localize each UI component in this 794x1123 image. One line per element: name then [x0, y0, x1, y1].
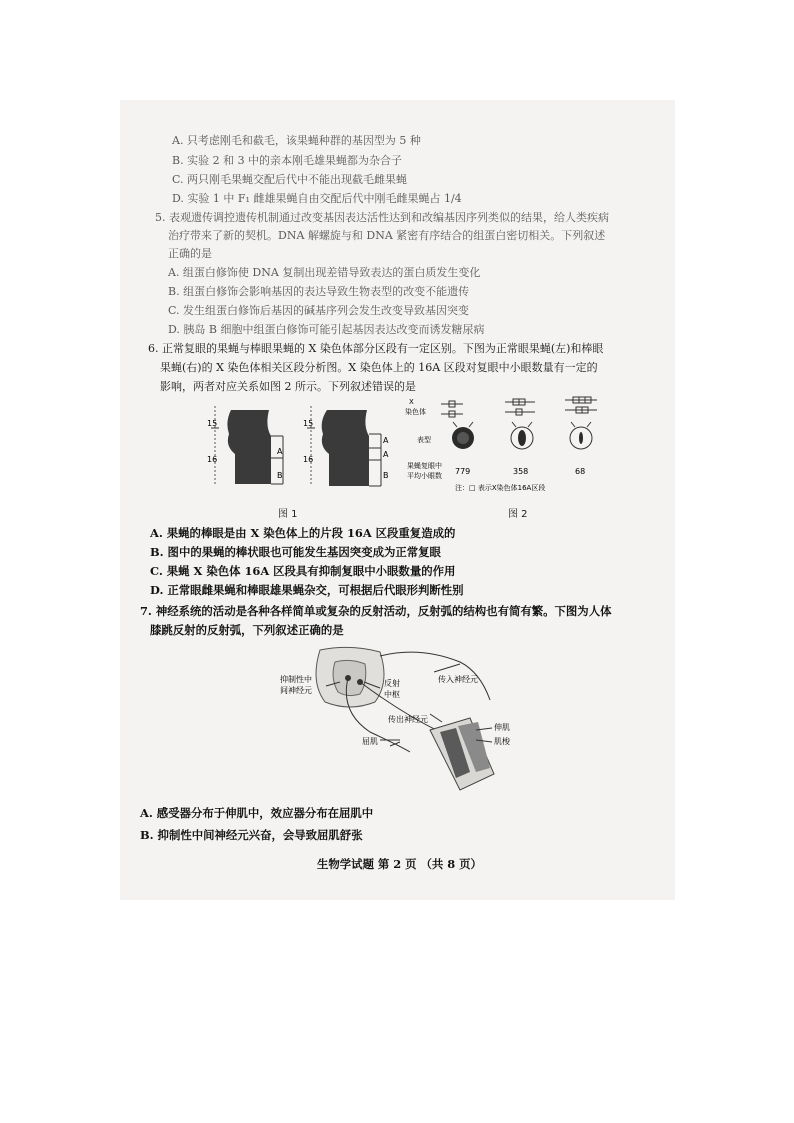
fig2-chromosome-label: 染色体	[405, 408, 426, 416]
q5-option-c: C. 发生组蛋白修饰后基因的碱基序列会发生改变导致基因突变	[168, 304, 470, 317]
fig1-left-a: A	[277, 447, 283, 456]
q5-stem-line-3: 正确的是	[168, 247, 212, 260]
fig2-count-1: 779	[455, 467, 471, 476]
q6-option-c: C. 果蝇 X 染色体 16A 区段具有抑制复眼中小眼数量的作用	[150, 564, 456, 578]
fig1-left-b: B	[277, 471, 283, 480]
q6-option-b: B. 图中的果蝇的棒状眼也可能发生基因突变成为正常复眼	[150, 545, 441, 559]
bar-eye-chromosome	[307, 406, 381, 486]
fig1-right-a2: A	[383, 450, 389, 459]
q6-stem-line-2: 果蝇(右)的 X 染色体相关区段分析图。X 染色体上的 16A 区段对复眼中小眼数量有一定的	[160, 361, 598, 374]
q7-option-b: B. 抑制性中间神经元兴奋，会导致屈肌舒张	[140, 828, 363, 842]
flexor-label: 屈肌	[362, 737, 378, 746]
fig2-count-2: 358	[513, 467, 529, 476]
fig1-right-15: 15	[303, 419, 314, 428]
fly-head-double-bar-eye	[570, 422, 592, 449]
afferent-neuron-label: 传入神经元	[438, 675, 478, 684]
q6-option-d: D. 正常眼雌果蝇和棒眼雄果蝇杂交，可根据后代眼形判断性别	[150, 583, 464, 597]
q7-option-a: A. 感受器分布于伸肌中，效应器分布在屈肌中	[140, 806, 374, 820]
q7-stem-line-2: 膝跳反射的反射弧，下列叙述正确的是	[150, 623, 344, 637]
fig2-eye-label-1: 果蝇复眼中	[407, 462, 442, 470]
normal-chromosome	[211, 406, 283, 484]
spinal-cord	[316, 647, 384, 707]
q6-stem-line-1: 6. 正常复眼的果蝇与棒眼果蝇的 X 染色体部分区段有一定区别。下图为正常眼果蝇(左)和棒眼	[148, 342, 604, 355]
fig2-note: 注：□ 表示X染色体16A区段	[455, 484, 546, 492]
extensor-label-1: 伸肌	[494, 723, 510, 732]
q6-stem-line-3: 影响，两者对应关系如图 2 所示。下列叙述错误的是	[160, 380, 416, 393]
reflex-center-label-2: 中枢	[384, 690, 400, 699]
efferent-neuron-label: 传出神经元	[388, 715, 428, 724]
fig2-eye-label-2: 平均小眼数	[407, 472, 442, 480]
fig1-right-16: 16	[303, 455, 314, 464]
inhibitory-neuron-label-2: 间神经元	[280, 686, 312, 695]
q5-option-b: B. 组蛋白修饰会影响基因的表达导致生物表型的改变不能遗传	[168, 285, 470, 298]
fig2-chromosomes	[441, 397, 597, 417]
fig1-left-15: 15	[207, 419, 218, 428]
reflex-arc-diagram	[280, 642, 520, 792]
page-footer: 生物学试题 第 2 页 （共 8 页）	[317, 857, 482, 871]
q5-option-a: A. 组蛋白修饰使 DNA 复制出现差错导致表达的蛋白质发生变化	[168, 266, 481, 279]
inhibitory-neuron-label-1: 抑制性中	[280, 675, 312, 684]
fig1-left-16: 16	[207, 455, 218, 464]
extensor-label-2: 肌梭	[494, 737, 510, 746]
fig2-x-label: X	[409, 398, 414, 406]
figure-1-caption: 图 1	[278, 509, 298, 520]
reflex-center-label-1: 反射	[384, 679, 400, 688]
fig2-phenotype-label: 表型	[417, 436, 431, 444]
q4-option-a: A. 只考虑刚毛和截毛，该果蝇种群的基因型为 5 种	[172, 134, 421, 147]
q5-stem-line-2: 治疗带来了新的契机。DNA 解螺旋与和 DNA 紧密有序结合的组蛋白密切相关。下列叙述	[168, 229, 606, 242]
fig1-right-b: B	[383, 471, 389, 480]
fig2-count-3: 68	[575, 467, 586, 476]
q5-stem-line-1: 5. 表观遗传调控遗传机制通过改变基因表达活性达到和改编基因序列类似的结果，给人类疾病	[155, 211, 609, 224]
figure-2-caption: 图 2	[508, 509, 528, 520]
q4-option-c: C. 两只刚毛果蝇交配后代中不能出现截毛雌果蝇	[172, 173, 408, 186]
q7-stem-line-1: 7. 神经系统的活动是各种各样简单或复杂的反射活动，反射弧的结构也有简有繁。下图为人体	[140, 604, 612, 618]
fly-head-normal	[452, 422, 474, 449]
q4-option-d: D. 实验 1 中 F₁ 雌雄果蝇自由交配后代中刚毛雌果蝇占 1/4	[172, 192, 462, 205]
q6-option-a: A. 果蝇的棒眼是由 X 染色体上的片段 16A 区段重复造成的	[150, 526, 456, 540]
figure-1-chromosome-diagram	[195, 398, 395, 498]
figure-2-eye-diagram	[405, 394, 615, 498]
q4-option-b: B. 实验 2 和 3 中的亲本刚毛雄果蝇都为杂合子	[172, 154, 403, 167]
q5-option-d: D. 胰岛 B 细胞中组蛋白修饰可能引起基因表达改变而诱发糖尿病	[168, 323, 485, 336]
fig1-right-a1: A	[383, 436, 389, 445]
fly-head-bar-eye	[511, 422, 533, 449]
